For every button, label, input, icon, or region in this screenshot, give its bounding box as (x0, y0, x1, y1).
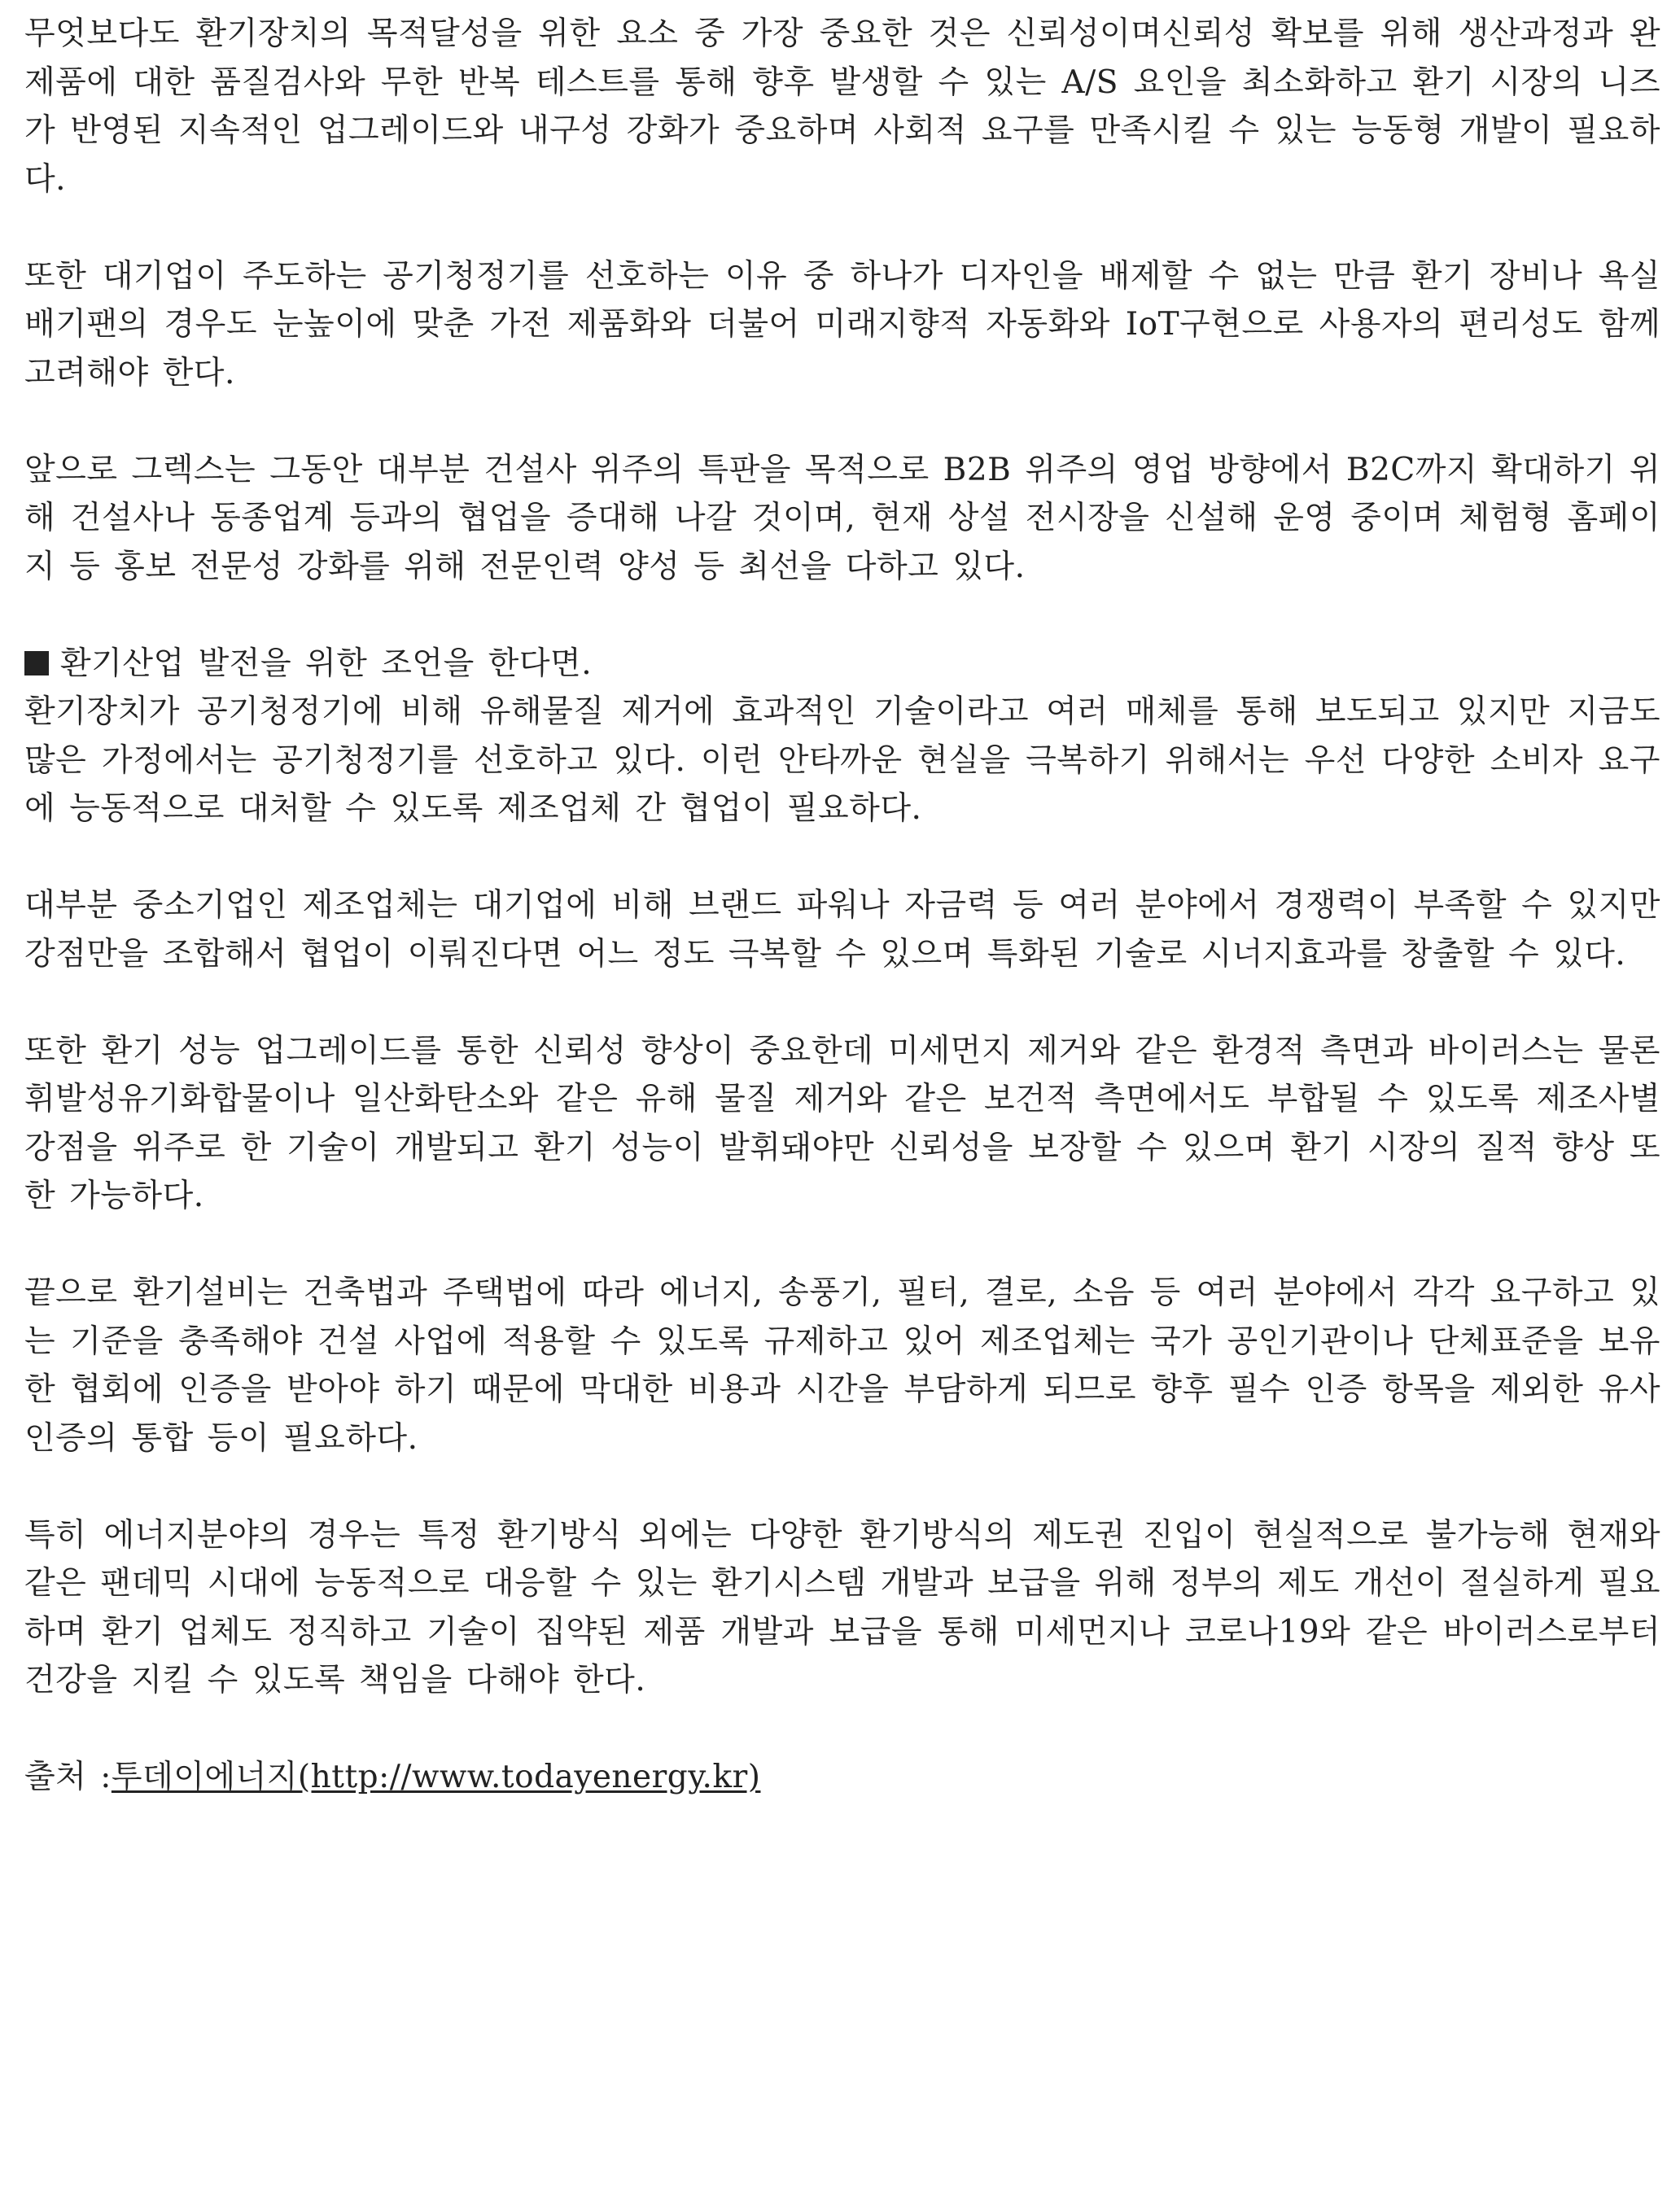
paragraph-3: 앞으로 그렉스는 그동안 대부분 건설사 위주의 특판을 목적으로 B2B 위주의 영업 방향에서 B2C까지 확대하기 위해 건설사나 동종업계 등과의 협업을 증대해 나갈 것이며, 현재 상설 전시장을 신설해 운영 중이며 체험형 홈페이지 등 홍보 전문성 강화를 위해 전문인력 양성 등 최선을 다하고 있다. (24, 451, 1660, 585)
paragraph-6: 또한 환기 성능 업그레이드를 통한 신뢰성 향상이 중요한데 미세먼지 제거와 같은 환경적 측면과 바이러스는 물론 휘발성유기화합물이나 일산화탄소와 같은 유해 물질 제거와 같은 보건적 측면에서도 부합될 수 있도록 제조사별 강점을 위주로 한 기술이 개발되고 환기 성능이 발휘돼야만 신뢰성을 보장할 수 있으며 환기 시장의 질적 향상 또한 가능하다. (24, 1032, 1660, 1214)
paragraph-8: 특히 에너지분야의 경우는 특정 환기방식 외에는 다양한 환기방식의 제도권 진입이 현실적으로 불가능해 현재와 같은 팬데믹 시대에 능동적으로 대응할 수 있는 환기시스템 개발과 보급을 위해 정부의 제도 개선이 절실하게 필요하며 환기 업체도 정직하고 기술이 집약된 제품 개발과 보급을 통해 미세먼지나 코로나19와 같은 바이러스로부터 건강을 지킬 수 있도록 책임을 다해야 한다. (24, 1516, 1660, 1698)
square-bullet-icon (24, 651, 49, 675)
paragraph-1: 무엇보다도 환기장치의 목적달성을 위한 요소 중 가장 중요한 것은 신뢰성이며신뢰성 확보를 위해 생산과정과 완제품에 대한 품질검사와 무한 반복 테스트를 통해 향후 발생할 수 있는 A/S 요인을 최소화하고 환기 시장의 니즈가 반영된 지속적인 업그레이드와 내구성 강화가 중요하며 사회적 요구를 만족시킬 수 있는 능동형 개발이 필요하다. (24, 15, 1660, 198)
source-prefix: 출처 : (24, 1759, 112, 1795)
paragraph-2: 또한 대기업이 주도하는 공기청정기를 선호하는 이유 중 하나가 디자인을 배제할 수 없는 만큼 환기 장비나 욕실 배기팬의 경우도 눈높이에 맞춘 가전 제품화와 더불어 미래지향적 자동화와 IoT구현으로 사용자의 편리성도 함께 고려해야 한다. (24, 257, 1660, 391)
paragraph-7: 끝으로 환기설비는 건축법과 주택법에 따라 에너지, 송풍기, 필터, 결로, 소음 등 여러 분야에서 각각 요구하고 있는 기준을 충족해야 건설 사업에 적용할 수 있도록 규제하고 있어 제조업체는 국가 공인기관이나 단체표준을 보유한 협회에 인증을 받아야 하기 때문에 막대한 비용과 시간을 부담하게 되므로 향후 필수 인증 항목을 제외한 유사 인증의 통합 등이 필요하다. (24, 1274, 1660, 1457)
source-line (24, 1753, 1660, 1802)
article-body (24, 10, 1660, 1850)
paragraph-4: 환기장치가 공기청정기에 비해 유해물질 제거에 효과적인 기술이라고 여러 매체를 통해 보도되고 있지만 지금도 많은 가정에서는 공기청정기를 선호하고 있다. 이런 안타까운 현실을 극복하기 위해서는 우선 다양한 소비자 요구에 능동적으로 대처할 수 있도록 제조업체 간 협업이 필요하다. (24, 693, 1660, 827)
source-link[interactable]: 투데이에너지(http://www.todayenergy.kr) (111, 1759, 761, 1795)
section-heading (24, 640, 1660, 689)
section-heading-text: 환기산업 발전을 위한 조언을 한다면. (60, 645, 593, 682)
paragraph-5: 대부분 중소기업인 제조업체는 대기업에 비해 브랜드 파워나 자금력 등 여러 분야에서 경쟁력이 부족할 수 있지만 강점만을 조합해서 협업이 이뤄진다면 어느 정도 극복할 수 있으며 특화된 기술로 시너지효과를 창출할 수 있다. (24, 887, 1660, 973)
